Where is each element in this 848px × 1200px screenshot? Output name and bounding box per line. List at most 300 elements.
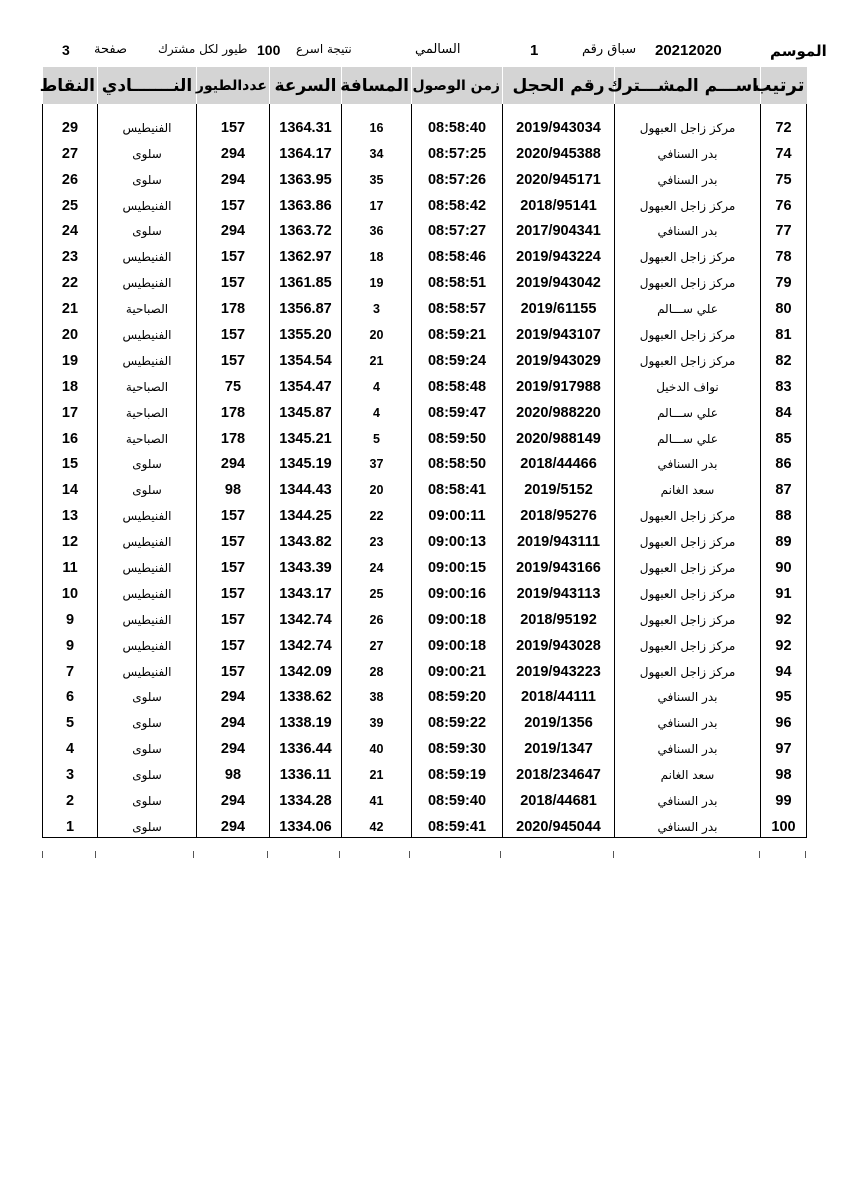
table-row — [43, 682, 807, 708]
participant-name-cell: بدر السنافي — [615, 216, 761, 242]
club-cell: الصباحية — [98, 397, 197, 423]
points-cell: 4 — [43, 733, 98, 759]
distance-cell: 18 — [342, 241, 412, 267]
club-cell: الفنيطيس — [98, 526, 197, 552]
club-cell: الفنيطيس — [98, 319, 197, 345]
arrival-time-cell: 08:58:50 — [412, 449, 503, 475]
rank-cell: 94 — [761, 656, 807, 682]
speed-cell: 1334.06 — [270, 811, 342, 837]
ring-number-cell: 2019/1347 — [503, 733, 615, 759]
club-cell: سلوى — [98, 811, 197, 837]
points-cell: 20 — [43, 319, 98, 345]
table-row — [43, 811, 807, 837]
ring-number-cell: 2020/988220 — [503, 397, 615, 423]
points-cell: 6 — [43, 682, 98, 708]
club-cell: سلوى — [98, 449, 197, 475]
club-cell: الفنيطيس — [98, 345, 197, 371]
participant-name-cell: بدر السنافي — [615, 733, 761, 759]
distance-cell: 38 — [342, 682, 412, 708]
ring-number-cell: 2018/44111 — [503, 682, 615, 708]
birds-count-cell: 178 — [197, 423, 270, 449]
column-tick — [500, 851, 501, 858]
birds-count-cell: 294 — [197, 707, 270, 733]
birds-count-cell: 294 — [197, 164, 270, 190]
table-row — [43, 241, 807, 267]
distance-cell: 21 — [342, 759, 412, 785]
birds-count-cell: 294 — [197, 733, 270, 759]
table-row — [43, 397, 807, 423]
distance-cell: 40 — [342, 733, 412, 759]
table-row — [43, 267, 807, 293]
arrival-time-cell: 09:00:21 — [412, 656, 503, 682]
speed-cell: 1336.44 — [270, 733, 342, 759]
speed-cell: 1362.97 — [270, 241, 342, 267]
ring-number-cell: 2019/943113 — [503, 578, 615, 604]
ring-number-cell: 2018/95141 — [503, 190, 615, 216]
distance-cell: 20 — [342, 474, 412, 500]
arrival-time-cell: 08:59:47 — [412, 397, 503, 423]
speed-cell: 1343.39 — [270, 552, 342, 578]
ring-number-cell: 2019/943224 — [503, 241, 615, 267]
column-header-points: النقاط — [43, 67, 98, 104]
club-cell: سلوى — [98, 164, 197, 190]
points-cell: 29 — [43, 112, 98, 138]
arrival-time-cell: 08:59:30 — [412, 733, 503, 759]
points-cell: 26 — [43, 164, 98, 190]
ring-number-cell: 2020/945044 — [503, 811, 615, 837]
birds-count-cell: 157 — [197, 500, 270, 526]
speed-cell: 1344.25 — [270, 500, 342, 526]
distance-cell: 41 — [342, 785, 412, 811]
table-row — [43, 293, 807, 319]
participant-name-cell: سعد الغانم — [615, 759, 761, 785]
distance-cell: 17 — [342, 190, 412, 216]
birds-count-cell: 157 — [197, 319, 270, 345]
arrival-time-cell: 09:00:18 — [412, 630, 503, 656]
arrival-time-cell: 08:59:41 — [412, 811, 503, 837]
table-row — [43, 319, 807, 345]
birds-count-cell: 294 — [197, 138, 270, 164]
column-header-ring: رقم الحجل — [503, 67, 615, 104]
participant-name-cell: مركز زاجل العبهول — [615, 319, 761, 345]
column-tick — [193, 851, 194, 858]
rank-cell: 76 — [761, 190, 807, 216]
table-row — [43, 500, 807, 526]
points-cell: 23 — [43, 241, 98, 267]
arrival-time-cell: 08:58:51 — [412, 267, 503, 293]
speed-cell: 1363.72 — [270, 216, 342, 242]
birds-count-cell: 98 — [197, 474, 270, 500]
points-cell: 12 — [43, 526, 98, 552]
rank-cell: 88 — [761, 500, 807, 526]
speed-cell: 1338.62 — [270, 682, 342, 708]
ring-number-cell: 2019/917988 — [503, 371, 615, 397]
points-cell: 5 — [43, 707, 98, 733]
birds-count-cell: 294 — [197, 785, 270, 811]
distance-cell: 3 — [342, 293, 412, 319]
points-cell: 1 — [43, 811, 98, 837]
points-cell: 21 — [43, 293, 98, 319]
participant-name-cell: بدر السنافي — [615, 449, 761, 475]
arrival-time-cell: 08:57:25 — [412, 138, 503, 164]
distance-cell: 25 — [342, 578, 412, 604]
rank-cell: 81 — [761, 319, 807, 345]
distance-cell: 5 — [342, 423, 412, 449]
table-row — [43, 138, 807, 164]
distance-cell: 19 — [342, 267, 412, 293]
rank-cell: 96 — [761, 707, 807, 733]
table-row — [43, 216, 807, 242]
participant-name-cell: بدر السنافي — [615, 164, 761, 190]
club-cell: الفنيطيس — [98, 630, 197, 656]
speed-cell: 1345.21 — [270, 423, 342, 449]
speed-cell: 1334.28 — [270, 785, 342, 811]
column-tick — [42, 851, 43, 858]
table-row — [43, 785, 807, 811]
participant-name-cell: نواف الدخيل — [615, 371, 761, 397]
rank-cell: 84 — [761, 397, 807, 423]
club-cell: الصباحية — [98, 371, 197, 397]
speed-cell: 1361.85 — [270, 267, 342, 293]
arrival-time-cell: 08:58:42 — [412, 190, 503, 216]
club-cell: الفنيطيس — [98, 500, 197, 526]
participant-name-cell: بدر السنافي — [615, 682, 761, 708]
participant-name-cell: علي ســـالم — [615, 423, 761, 449]
arrival-time-cell: 09:00:13 — [412, 526, 503, 552]
arrival-time-cell: 08:57:27 — [412, 216, 503, 242]
ring-number-cell: 2019/943223 — [503, 656, 615, 682]
speed-cell: 1345.87 — [270, 397, 342, 423]
birds-per-participant-label: طيور لكل مشترك — [158, 42, 248, 56]
ring-number-cell: 2020/945171 — [503, 164, 615, 190]
column-header-birds: عددالطيور — [197, 67, 270, 104]
participant-name-cell: مركز زاجل العبهول — [615, 552, 761, 578]
arrival-time-cell: 08:58:40 — [412, 112, 503, 138]
column-header-distance: المسافة — [342, 67, 412, 104]
arrival-time-cell: 08:58:48 — [412, 371, 503, 397]
club-cell: الفنيطيس — [98, 190, 197, 216]
result-label: نتيجة اسرع — [296, 42, 352, 56]
speed-cell: 1342.09 — [270, 656, 342, 682]
ring-number-cell: 2019/943166 — [503, 552, 615, 578]
birds-count-cell: 178 — [197, 397, 270, 423]
arrival-time-cell: 09:00:15 — [412, 552, 503, 578]
rank-cell: 92 — [761, 604, 807, 630]
club-cell: الصباحية — [98, 293, 197, 319]
ring-number-cell: 2018/95192 — [503, 604, 615, 630]
participant-name-cell: مركز زاجل العبهول — [615, 630, 761, 656]
birds-count-cell: 157 — [197, 630, 270, 656]
table-spacer-row — [43, 104, 807, 112]
distance-cell: 24 — [342, 552, 412, 578]
points-cell: 7 — [43, 656, 98, 682]
speed-cell: 1354.47 — [270, 371, 342, 397]
birds-count-cell: 294 — [197, 449, 270, 475]
rank-cell: 72 — [761, 112, 807, 138]
results-table — [39, 67, 807, 838]
distance-cell: 27 — [342, 630, 412, 656]
participant-name-cell: بدر السنافي — [615, 707, 761, 733]
club-cell: الفنيطيس — [98, 656, 197, 682]
ring-number-cell: 2020/945388 — [503, 138, 615, 164]
points-cell: 25 — [43, 190, 98, 216]
distance-cell: 20 — [342, 319, 412, 345]
points-cell: 15 — [43, 449, 98, 475]
race-label: سباق رقم — [582, 42, 637, 57]
column-header-rank: ترتيب — [761, 67, 807, 104]
birds-count-cell: 157 — [197, 604, 270, 630]
rank-cell: 87 — [761, 474, 807, 500]
club-cell: الصباحية — [98, 423, 197, 449]
ring-number-cell: 2020/988149 — [503, 423, 615, 449]
birds-count-cell: 157 — [197, 267, 270, 293]
rank-cell: 90 — [761, 552, 807, 578]
distance-cell: 21 — [342, 345, 412, 371]
points-cell: 17 — [43, 397, 98, 423]
table-row — [43, 474, 807, 500]
birds-count-cell: 157 — [197, 552, 270, 578]
participant-name-cell: بدر السنافي — [615, 785, 761, 811]
table-row — [43, 707, 807, 733]
speed-cell: 1356.87 — [270, 293, 342, 319]
participant-name-cell: سعد الغانم — [615, 474, 761, 500]
points-cell: 11 — [43, 552, 98, 578]
club-cell: سلوى — [98, 216, 197, 242]
birds-count-cell: 157 — [197, 656, 270, 682]
season-label: الموسم — [770, 42, 827, 60]
arrival-time-cell: 08:58:46 — [412, 241, 503, 267]
rank-cell: 78 — [761, 241, 807, 267]
participant-name-cell: مركز زاجل العبهول — [615, 656, 761, 682]
points-cell: 22 — [43, 267, 98, 293]
arrival-time-cell: 09:00:16 — [412, 578, 503, 604]
rank-cell: 83 — [761, 371, 807, 397]
club-cell: الفنيطيس — [98, 604, 197, 630]
arrival-time-cell: 08:59:21 — [412, 319, 503, 345]
distance-cell: 37 — [342, 449, 412, 475]
distance-cell: 23 — [342, 526, 412, 552]
race-number: 1 — [530, 42, 539, 59]
speed-cell: 1363.86 — [270, 190, 342, 216]
arrival-time-cell: 08:59:40 — [412, 785, 503, 811]
club-cell: سلوى — [98, 733, 197, 759]
speed-cell: 1363.95 — [270, 164, 342, 190]
participant-name-cell: مركز زاجل العبهول — [615, 241, 761, 267]
ring-number-cell: 2019/61155 — [503, 293, 615, 319]
column-tick — [409, 851, 410, 858]
column-header-club: النـــــــادي — [98, 67, 197, 104]
ring-number-cell: 2018/95276 — [503, 500, 615, 526]
table-row — [43, 371, 807, 397]
birds-count-cell: 294 — [197, 682, 270, 708]
column-tick — [339, 851, 340, 858]
ring-number-cell: 2019/1356 — [503, 707, 615, 733]
birds-count-cell: 157 — [197, 241, 270, 267]
points-cell: 14 — [43, 474, 98, 500]
rank-cell: 95 — [761, 682, 807, 708]
club-cell: سلوى — [98, 759, 197, 785]
arrival-time-cell: 08:58:41 — [412, 474, 503, 500]
speed-cell: 1364.17 — [270, 138, 342, 164]
rank-cell: 85 — [761, 423, 807, 449]
ring-number-cell: 2018/44466 — [503, 449, 615, 475]
speed-cell: 1336.11 — [270, 759, 342, 785]
birds-count-cell: 157 — [197, 190, 270, 216]
arrival-time-cell: 09:00:18 — [412, 604, 503, 630]
page-number: 3 — [62, 42, 70, 58]
points-cell: 19 — [43, 345, 98, 371]
table-row — [43, 449, 807, 475]
points-cell: 16 — [43, 423, 98, 449]
club-cell: الفنيطيس — [98, 241, 197, 267]
speed-cell: 1338.19 — [270, 707, 342, 733]
birds-count-cell: 178 — [197, 293, 270, 319]
participant-name-cell: علي ســـالم — [615, 293, 761, 319]
birds-count-cell: 157 — [197, 578, 270, 604]
table-header-row — [43, 67, 807, 104]
club-cell: الفنيطيس — [98, 267, 197, 293]
points-cell: 13 — [43, 500, 98, 526]
birds-count-cell: 98 — [197, 759, 270, 785]
participant-name-cell: بدر السنافي — [615, 811, 761, 837]
birds-count-cell: 157 — [197, 526, 270, 552]
club-cell: سلوى — [98, 707, 197, 733]
participant-name-cell: مركز زاجل العبهول — [615, 112, 761, 138]
ring-number-cell: 2019/943034 — [503, 112, 615, 138]
club-cell: الفنيطيس — [98, 112, 197, 138]
column-header-arrival: زمن الوصول — [412, 67, 503, 104]
arrival-time-cell: 08:59:22 — [412, 707, 503, 733]
distance-cell: 28 — [342, 656, 412, 682]
table-row — [43, 112, 807, 138]
points-cell: 9 — [43, 604, 98, 630]
table-row — [43, 733, 807, 759]
arrival-time-cell: 09:00:11 — [412, 500, 503, 526]
participant-name-cell: مركز زاجل العبهول — [615, 500, 761, 526]
points-cell: 18 — [43, 371, 98, 397]
arrival-time-cell: 08:57:26 — [412, 164, 503, 190]
page-label: صفحة — [94, 42, 127, 57]
distance-cell: 35 — [342, 164, 412, 190]
rank-cell: 86 — [761, 449, 807, 475]
speed-cell: 1342.74 — [270, 630, 342, 656]
speed-cell: 1344.43 — [270, 474, 342, 500]
table-row — [43, 759, 807, 785]
speed-cell: 1343.17 — [270, 578, 342, 604]
arrival-time-cell: 08:59:24 — [412, 345, 503, 371]
participant-name-cell: مركز زاجل العبهول — [615, 578, 761, 604]
speed-cell: 1342.74 — [270, 604, 342, 630]
club-cell: سلوى — [98, 474, 197, 500]
table-row — [43, 423, 807, 449]
column-tick — [95, 851, 96, 858]
column-tick — [805, 851, 806, 858]
table-row — [43, 552, 807, 578]
distance-cell: 42 — [342, 811, 412, 837]
rank-cell: 100 — [761, 811, 807, 837]
birds-count-cell: 75 — [197, 371, 270, 397]
ring-number-cell: 2019/943028 — [503, 630, 615, 656]
birds-count-cell: 294 — [197, 216, 270, 242]
rank-cell: 89 — [761, 526, 807, 552]
birds-count-cell: 294 — [197, 811, 270, 837]
rank-cell: 75 — [761, 164, 807, 190]
club-cell: الفنيطيس — [98, 552, 197, 578]
distance-cell: 39 — [342, 707, 412, 733]
table-row — [43, 630, 807, 656]
distance-cell: 26 — [342, 604, 412, 630]
race-location: السالمي — [415, 42, 461, 57]
rank-cell: 92 — [761, 630, 807, 656]
distance-cell: 22 — [342, 500, 412, 526]
ring-number-cell: 2019/943029 — [503, 345, 615, 371]
table-row — [43, 526, 807, 552]
column-tick — [613, 851, 614, 858]
participant-name-cell: بدر السنافي — [615, 138, 761, 164]
speed-cell: 1364.31 — [270, 112, 342, 138]
rank-cell: 98 — [761, 759, 807, 785]
table-row — [43, 604, 807, 630]
table-row — [43, 345, 807, 371]
season-value: 20212020 — [655, 42, 722, 59]
table-row — [43, 656, 807, 682]
table-row — [43, 578, 807, 604]
birds-count-cell: 157 — [197, 112, 270, 138]
club-cell: سلوى — [98, 138, 197, 164]
club-cell: الفنيطيس — [98, 578, 197, 604]
club-cell: سلوى — [98, 785, 197, 811]
rank-cell: 99 — [761, 785, 807, 811]
arrival-time-cell: 08:59:20 — [412, 682, 503, 708]
rank-cell: 82 — [761, 345, 807, 371]
arrival-time-cell: 08:59:50 — [412, 423, 503, 449]
arrival-time-cell: 08:59:19 — [412, 759, 503, 785]
distance-cell: 34 — [342, 138, 412, 164]
points-cell: 10 — [43, 578, 98, 604]
column-header-speed: السرعة — [270, 67, 342, 104]
column-tick — [267, 851, 268, 858]
ring-number-cell: 2017/904341 — [503, 216, 615, 242]
participant-name-cell: مركز زاجل العبهول — [615, 345, 761, 371]
participant-name-cell: مركز زاجل العبهول — [615, 604, 761, 630]
speed-cell: 1345.19 — [270, 449, 342, 475]
participant-name-cell: مركز زاجل العبهول — [615, 190, 761, 216]
table-row — [43, 190, 807, 216]
points-cell: 27 — [43, 138, 98, 164]
ring-number-cell: 2019/943111 — [503, 526, 615, 552]
rank-cell: 80 — [761, 293, 807, 319]
birds-count-cell: 157 — [197, 345, 270, 371]
rank-cell: 91 — [761, 578, 807, 604]
points-cell: 24 — [43, 216, 98, 242]
table-row — [43, 164, 807, 190]
participant-name-cell: مركز زاجل العبهول — [615, 267, 761, 293]
ring-number-cell: 2019/943107 — [503, 319, 615, 345]
rank-cell: 79 — [761, 267, 807, 293]
speed-cell: 1355.20 — [270, 319, 342, 345]
rank-cell: 97 — [761, 733, 807, 759]
points-cell: 9 — [43, 630, 98, 656]
ring-number-cell: 2018/234647 — [503, 759, 615, 785]
points-cell: 3 — [43, 759, 98, 785]
ring-number-cell: 2019/5152 — [503, 474, 615, 500]
points-cell: 2 — [43, 785, 98, 811]
rank-cell: 74 — [761, 138, 807, 164]
column-header-name: اســـم المشـــترك — [615, 67, 761, 104]
distance-cell: 36 — [342, 216, 412, 242]
participant-name-cell: علي ســـالم — [615, 397, 761, 423]
club-cell: سلوى — [98, 682, 197, 708]
